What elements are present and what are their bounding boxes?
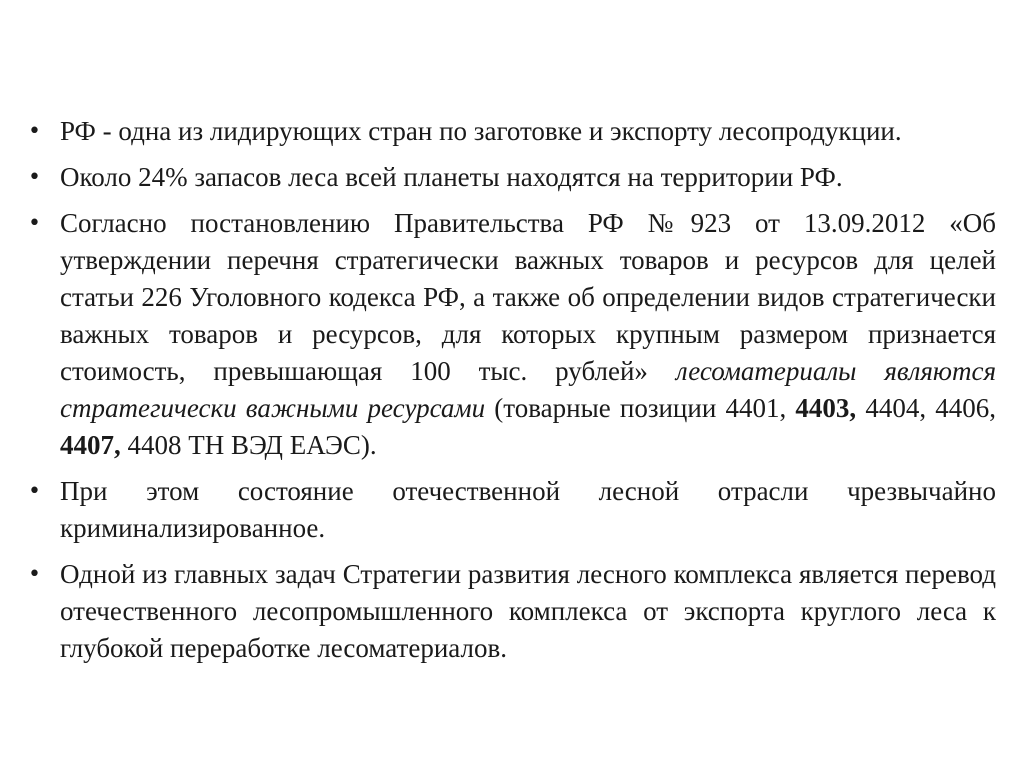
list-item [28, 473, 996, 547]
bullet-icon: • [28, 562, 41, 587]
bullet-text-space [648, 356, 676, 386]
list-item [28, 205, 996, 464]
bullet-text: При этом состояние отечественной лесной отрасли чрезвычайно криминализированное. [60, 476, 996, 543]
bullet-icon: • [28, 479, 41, 504]
bullet-icon: • [28, 165, 41, 190]
bullet-text: РФ - одна из лидирующих стран по заготовке и экспорту лесопродукции. [60, 116, 902, 146]
bullet-text-italic: лесоматериалы являются стратегически важными ресурсами [60, 356, 996, 423]
bullet-text-positions-start: (товарные позиции 4401, [485, 393, 796, 423]
bullet-text-decree: Согласно постановлению Правительства РФ №923 от 13.09.2012 «Об утверждении перечня стратегически важных товаров и ресурсов для целей статьи 226 Уголовного кодекса РФ, а также об определении видов стратегически важных товаров и ресурсов, для которых крупным размером признается стоимость, превышающая 100 тыс. рублей» [60, 208, 996, 386]
list-item [28, 556, 996, 667]
bullet-text-positions-mid: 4404, 4406, [856, 393, 996, 423]
bullet-icon: • [28, 119, 41, 144]
bullet-icon: • [28, 211, 41, 236]
bullet-list [28, 113, 996, 667]
list-item [28, 113, 996, 150]
bullet-text: Одной из главных задач Стратегии развития лесного комплекса является перевод отечественного лесопромышленного комплекса от экспорта круглого леса к глубокой переработке лесоматериалов. [60, 559, 996, 663]
bullet-text-bold-4407: 4407, [60, 430, 121, 460]
bullet-text-bold-4403: 4403, [795, 393, 857, 423]
bullet-text: Около 24% запасов леса всей планеты находятся на территории РФ. [60, 162, 843, 192]
bullet-text-positions-end: 4408 ТН ВЭД ЕАЭС). [120, 430, 377, 460]
list-item [28, 159, 996, 196]
